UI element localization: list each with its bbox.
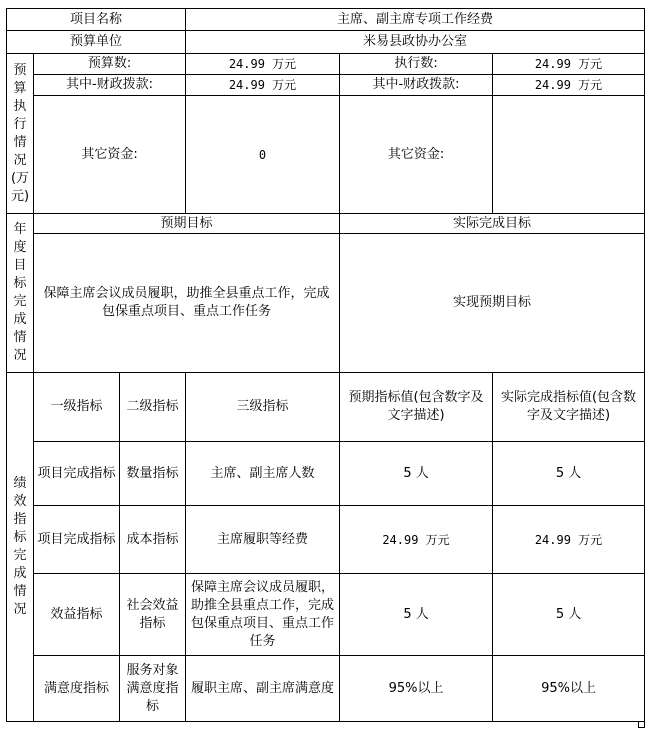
indicator-level3: 履职主席、副主席满意度	[186, 656, 340, 722]
actual-goal-text: 实现预期目标	[340, 234, 645, 373]
indicator-row	[7, 442, 645, 506]
performance-char: 绩	[13, 476, 27, 491]
annual-goal-char: 完	[13, 294, 27, 309]
header-level2: 二级指标	[120, 373, 186, 442]
performance-char: 况	[13, 602, 27, 617]
performance-char: 指	[13, 512, 27, 527]
indicator-expected: 24.99 万元	[340, 506, 493, 574]
other-funds-label: 其它资金:	[34, 96, 186, 214]
indicator-level1: 效益指标	[34, 574, 120, 656]
indicator-actual: 95%以上	[493, 656, 645, 722]
header-level3: 三级指标	[186, 373, 340, 442]
fiscal-exec-value: 24.99 万元	[493, 75, 645, 96]
other-funds-exec-value	[493, 96, 645, 214]
budget-execution-char: 情	[13, 134, 27, 150]
expected-goal-header: 预期目标	[34, 214, 340, 234]
performance-label	[7, 373, 34, 722]
annual-goal-char: 目	[13, 258, 27, 273]
budget-unit-value: 米易县政协办公室	[186, 31, 645, 54]
budget-execution-char: 执	[13, 98, 27, 114]
exec-amount-value: 24.99 万元	[493, 54, 645, 75]
indicator-level3: 主席履职等经费	[186, 506, 340, 574]
indicator-level1: 满意度指标	[34, 656, 120, 722]
header-expected: 预期指标值(包含数字及文字描述)	[340, 373, 493, 442]
exec-amount-label: 执行数:	[340, 54, 493, 75]
indicator-expected: 95%以上	[340, 656, 493, 722]
other-funds-exec-label: 其它资金:	[340, 96, 493, 214]
annual-goal-char: 度	[13, 240, 27, 255]
annual-goal-char: 成	[13, 312, 27, 327]
budget-amount-label: 预算数:	[34, 54, 186, 75]
other-funds-budget-value: 0	[186, 96, 340, 214]
expected-goal-text: 保障主席会议成员履职，助推全县重点工作，完成包保重点项目、重点工作任务	[34, 234, 340, 373]
indicator-expected: 5 人	[340, 442, 493, 506]
indicator-level3: 主席、副主席人数	[186, 442, 340, 506]
indicator-actual: 5 人	[493, 442, 645, 506]
indicator-actual: 5 人	[493, 574, 645, 656]
header-actual: 实际完成指标值(包含数字及文字描述)	[493, 373, 645, 442]
budget-execution-char: (万	[10, 170, 30, 186]
indicator-level2: 成本指标	[120, 506, 186, 574]
indicator-row	[7, 574, 645, 656]
budget-execution-char: 元)	[10, 188, 30, 204]
performance-char: 完	[13, 548, 27, 563]
project-name-value: 主席、副主席专项工作经费	[186, 9, 645, 31]
indicator-level1: 项目完成指标	[34, 442, 120, 506]
indicator-level2: 数量指标	[120, 442, 186, 506]
performance-char: 成	[13, 566, 27, 581]
indicator-row	[7, 506, 645, 574]
actual-goal-header: 实际完成目标	[340, 214, 645, 234]
indicator-level1: 项目完成指标	[34, 506, 120, 574]
performance-char: 效	[13, 494, 27, 509]
annual-goal-char: 年	[13, 222, 27, 237]
budget-execution-char: 预	[13, 62, 27, 78]
budget-execution-char: 况	[13, 152, 27, 168]
annual-goal-char: 况	[13, 348, 27, 363]
budget-execution-label	[7, 54, 34, 214]
budget-unit-label: 预算单位	[7, 31, 186, 54]
header-level1: 一级指标	[34, 373, 120, 442]
project-name-label: 项目名称	[7, 9, 186, 31]
indicator-level2: 服务对象满意度指标	[120, 656, 186, 722]
indicator-level3: 保障主席会议成员履职，助推全县重点工作，完成包保重点项目、重点工作任务	[186, 574, 340, 656]
budget-execution-char: 行	[13, 116, 27, 132]
fiscal-label: 其中-财政拨款:	[34, 75, 186, 96]
fiscal-budget-value: 24.99 万元	[186, 75, 340, 96]
fiscal-exec-label: 其中-财政拨款:	[340, 75, 493, 96]
corner-mark	[638, 721, 645, 728]
annual-goal-char: 标	[13, 276, 27, 291]
performance-char: 标	[13, 530, 27, 545]
annual-goal-char: 情	[13, 330, 27, 345]
performance-char: 情	[13, 584, 27, 599]
performance-table	[6, 8, 645, 722]
budget-execution-char: 算	[13, 80, 27, 96]
indicator-level2: 社会效益指标	[120, 574, 186, 656]
annual-goal-label	[7, 214, 34, 373]
indicator-row	[7, 656, 645, 722]
budget-amount-value: 24.99 万元	[186, 54, 340, 75]
indicator-actual: 24.99 万元	[493, 506, 645, 574]
indicator-expected: 5 人	[340, 574, 493, 656]
